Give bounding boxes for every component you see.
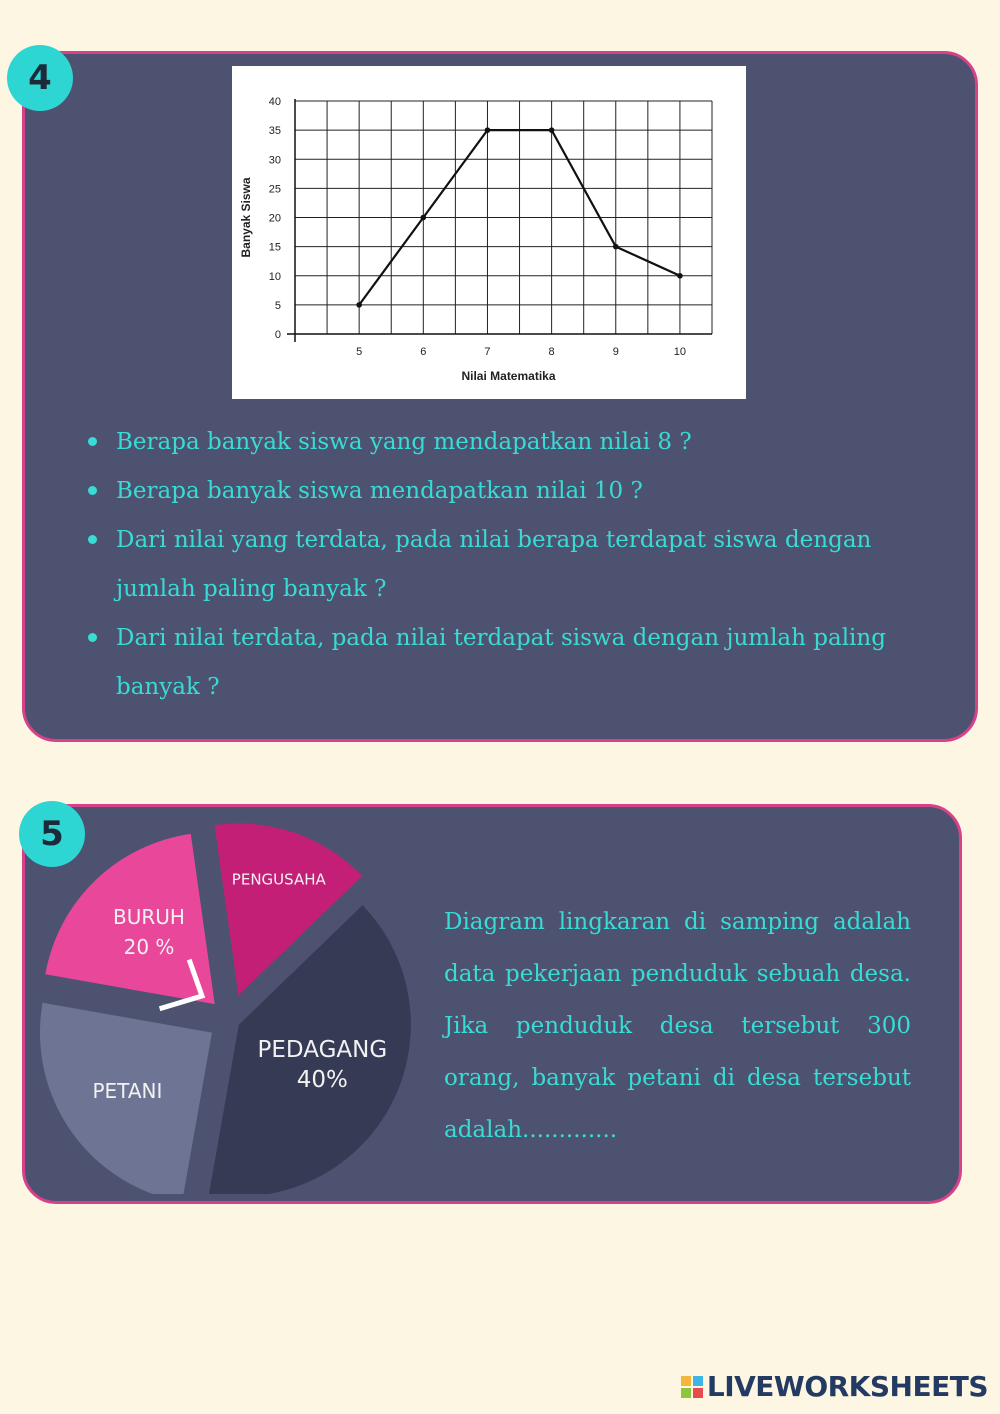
line-chart-frame [232, 66, 746, 399]
data-point [613, 244, 619, 250]
x-tick-label: 8 [548, 346, 555, 358]
y-tick-label: 25 [268, 183, 281, 196]
question-number-badge: 5 [19, 801, 85, 867]
y-tick-label: 10 [268, 270, 281, 283]
question-description: Diagram lingkaran di samping adalah data pekerjaan penduduk sebuah desa. Jika penduduk desa tersebut 300 orang, banyak petani di desa tersebut adalah............. [444, 909, 911, 1143]
y-tick-label: 5 [274, 299, 281, 312]
question-list [86, 418, 926, 712]
pie-label: BURUH [113, 905, 185, 930]
pie-label: PENGUSAHA [231, 870, 326, 889]
pie-chart-frame [40, 822, 430, 1194]
data-point [421, 215, 427, 221]
y-tick-label: 0 [274, 329, 281, 341]
question-item: Dari nilai terdata, pada nilai terdapat siswa dengan jumlah paling banyak ? [86, 614, 926, 712]
y-tick-label: 15 [268, 241, 281, 254]
y-tick-label: 35 [268, 125, 281, 138]
pie-label: PEDAGANG [257, 1037, 388, 1064]
pie-percent-label: 20 % [123, 935, 175, 960]
question-number-badge: 4 [7, 45, 73, 111]
y-axis-label: Banyak Siswa [239, 177, 253, 258]
liveworksheets-logo [681, 1370, 988, 1403]
y-tick-label: 20 [268, 212, 281, 225]
line-chart [232, 66, 746, 399]
x-tick-label: 5 [356, 346, 363, 358]
y-tick-label: 30 [268, 154, 281, 167]
data-point [549, 127, 555, 133]
data-point [485, 127, 491, 133]
logo-text: LIVEWORKSHEETS [706, 1370, 988, 1403]
pie-label: PETANI [92, 1078, 163, 1103]
logo-mark-icon [681, 1376, 703, 1398]
question-item: Berapa banyak siswa mendapatkan nilai 10 ? [86, 467, 926, 516]
x-tick-label: 10 [673, 346, 687, 358]
x-axis-label: Nilai Matematika [461, 369, 556, 383]
x-tick-label: 9 [612, 346, 619, 358]
y-tick-label: 40 [268, 96, 281, 108]
x-tick-label: 6 [420, 346, 427, 358]
data-point [356, 302, 362, 308]
question-item: Berapa banyak siswa yang mendapatkan nilai 8 ? [86, 418, 926, 467]
pie-chart [40, 822, 430, 1194]
question-item: Dari nilai yang terdata, pada nilai berapa terdapat siswa dengan jumlah paling banyak ? [86, 516, 926, 614]
x-tick-label: 7 [484, 346, 491, 358]
chart-grid [295, 101, 712, 334]
pie-percent-label: 40% [296, 1067, 348, 1094]
data-point [677, 273, 683, 279]
